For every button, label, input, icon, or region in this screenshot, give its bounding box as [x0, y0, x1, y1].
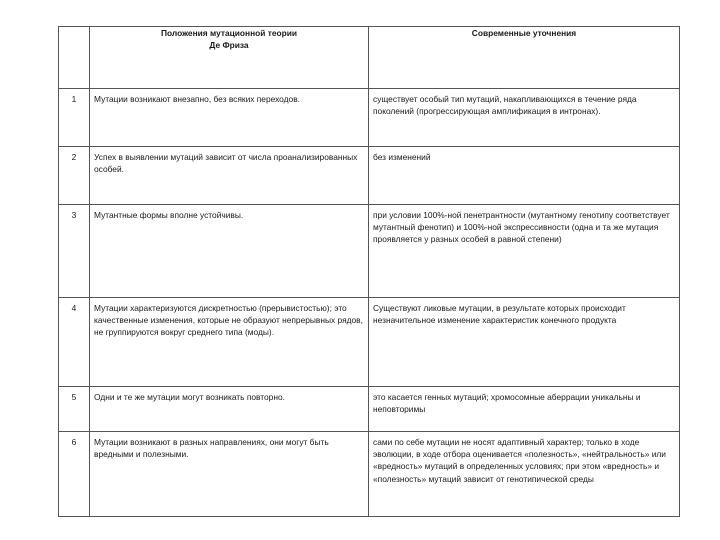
header-theory-line1: Положения мутационной теории: [160, 28, 298, 38]
header-num: [59, 27, 90, 89]
header-theory-line2: Де Фриза: [209, 40, 249, 51]
refinement-cell: это касается генных мутаций; хромосомные аберрации уникальны и неповторимы: [369, 387, 680, 432]
theory-cell: Мутации возникают внезапно, без всяких переходов.: [90, 89, 369, 147]
theory-cell: Мутантные формы вполне устойчивы.: [90, 205, 369, 298]
table-row: [59, 387, 680, 432]
comparison-table: [58, 26, 680, 517]
row-number: 3: [59, 205, 90, 298]
theory-cell: Одни и те же мутации могут возникать повторно.: [90, 387, 369, 432]
table-row: [59, 432, 680, 517]
table-header-row: [59, 27, 680, 89]
header-theory: [90, 27, 369, 89]
theory-cell: Успех в выявлении мутаций зависит от числа проанализированных особей.: [90, 147, 369, 205]
refinement-cell: сами по себе мутации не носят адаптивный характер; только в ходе эволюции, в ходе отбора оценивается «полезность», «нейтральность» или «вредность» мутаций в определенных условиях; при этом «вредность» и «полезность» мутаций зависит от генотипической среды: [369, 432, 680, 517]
header-refinement: Современные уточнения: [369, 27, 680, 89]
row-number: 2: [59, 147, 90, 205]
row-number: 4: [59, 298, 90, 387]
refinement-cell: при условии 100%-ной пенетрантности (мутантному генотипу соответствует мутантный фенотип) и 100%-ной экспрессивности (одна и та же мутация проявляется у разных особей в равной степени): [369, 205, 680, 298]
table-row: [59, 89, 680, 147]
refinement-cell: без изменений: [369, 147, 680, 205]
refinement-cell: существует особый тип мутаций, накапливающихся в течение ряда поколений (прогрессирующая амплификация в интронах).: [369, 89, 680, 147]
theory-cell: Мутации характеризуются дискретностью (прерывистостью); это качественные изменения, которые не образуют непрерывных рядов, не группируются вокруг среднего типа (моды).: [90, 298, 369, 387]
refinement-cell: Существуют ликовые мутации, в результате которых происходит незначительное изменение характеристик конечного продукта: [369, 298, 680, 387]
row-number: 5: [59, 387, 90, 432]
row-number: 1: [59, 89, 90, 147]
table-row: [59, 147, 680, 205]
theory-cell: Мутации возникают в разных направлениях, они могут быть вредными и полезными.: [90, 432, 369, 517]
table-row: [59, 205, 680, 298]
table-row: [59, 298, 680, 387]
row-number: 6: [59, 432, 90, 517]
